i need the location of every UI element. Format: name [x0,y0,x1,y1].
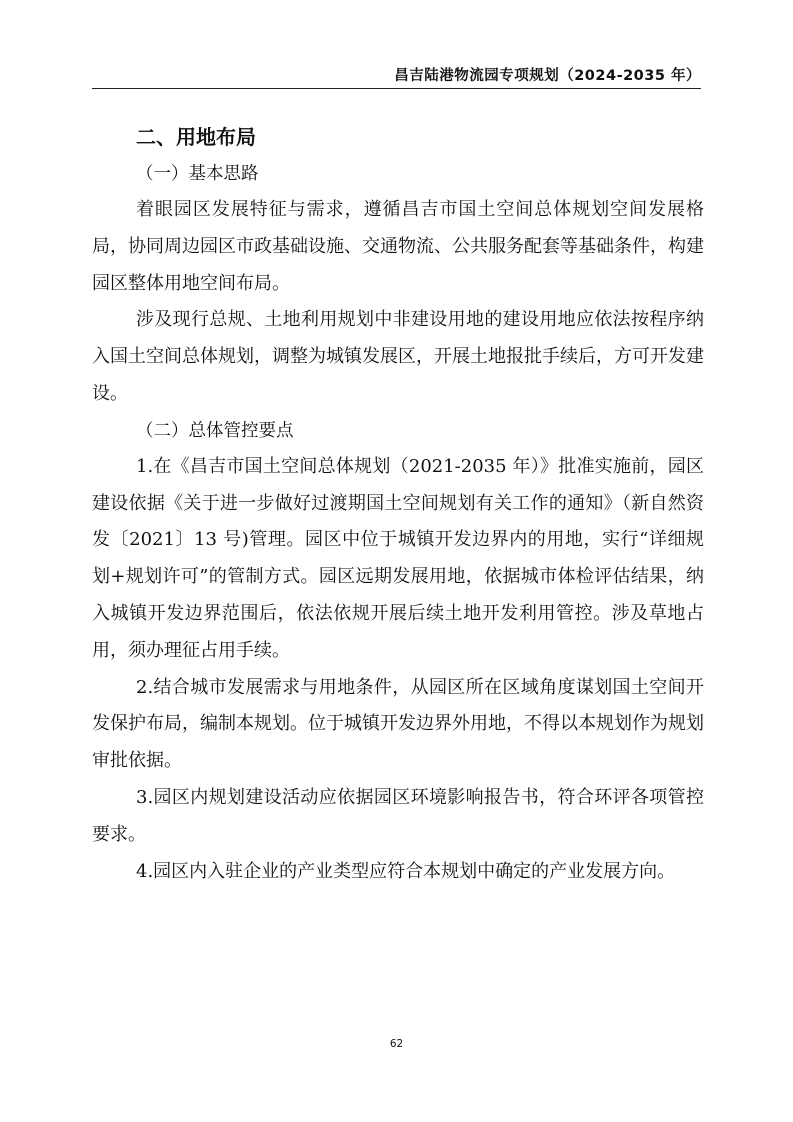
paragraph-control-point-4: 4.园区内入驻企业的产业类型应符合本规划中确定的产业发展方向。 [136,860,676,882]
section-title: 二、用地布局 [136,125,256,149]
paragraph-basic-idea-2: 涉及现行总规、土地利用规划中非建设用地的建设用地应依法按程序纳入国土空间总体规划，调整为城镇发展区，开展土地报批手续后，方可开发建设。 [92,309,704,404]
subsection-title-basic-idea: （一）基本思路 [136,164,259,184]
page-number: 62 [389,1038,404,1050]
paragraph-control-point-2: 2.结合城市发展需求与用地条件，从园区所在区域角度谋划国土空间开发保护布局，编制本规划。位于城镇开发边界外用地，不得以本规划作为规划审批依据。 [92,676,704,772]
paragraph-control-point-1: 1.在《昌吉市国土空间总体规划（2021-2035 年）》批准实施前，园区建设依据《关于进一步做好过渡期国土空间规划有关工作的通知》（新自然资发〔2021〕13 号)管理。园区中位于城镇开发边界内的用地，实行“详细规划+规划许可”的管制方式。园区远期发展用地，依据城市体检评估结果，纳入城镇开发边界范围后，依法依规开展后续土地开发利用管控。涉及草地占用，须办理征占用手续。 [92,455,704,661]
main-content [92,118,704,890]
paragraph-control-point-3: 3.园区内规划建设活动应依据园区环境影响报告书，符合环评各项管控要求。 [92,786,704,845]
paragraph-basic-idea-1: 着眼园区发展特征与需求，遵循昌吉市国土空间总体规划空间发展格局，协同周边园区市政基础设施、交通物流、公共服务配套等基础条件，构建园区整体用地空间布局。 [92,199,704,294]
running-header: 昌吉陆港物流园专项规划（2024-2035 年） [394,68,701,84]
subsection-title-control-points: （二）总体管控要点 [136,420,294,441]
header-rule [92,88,701,89]
